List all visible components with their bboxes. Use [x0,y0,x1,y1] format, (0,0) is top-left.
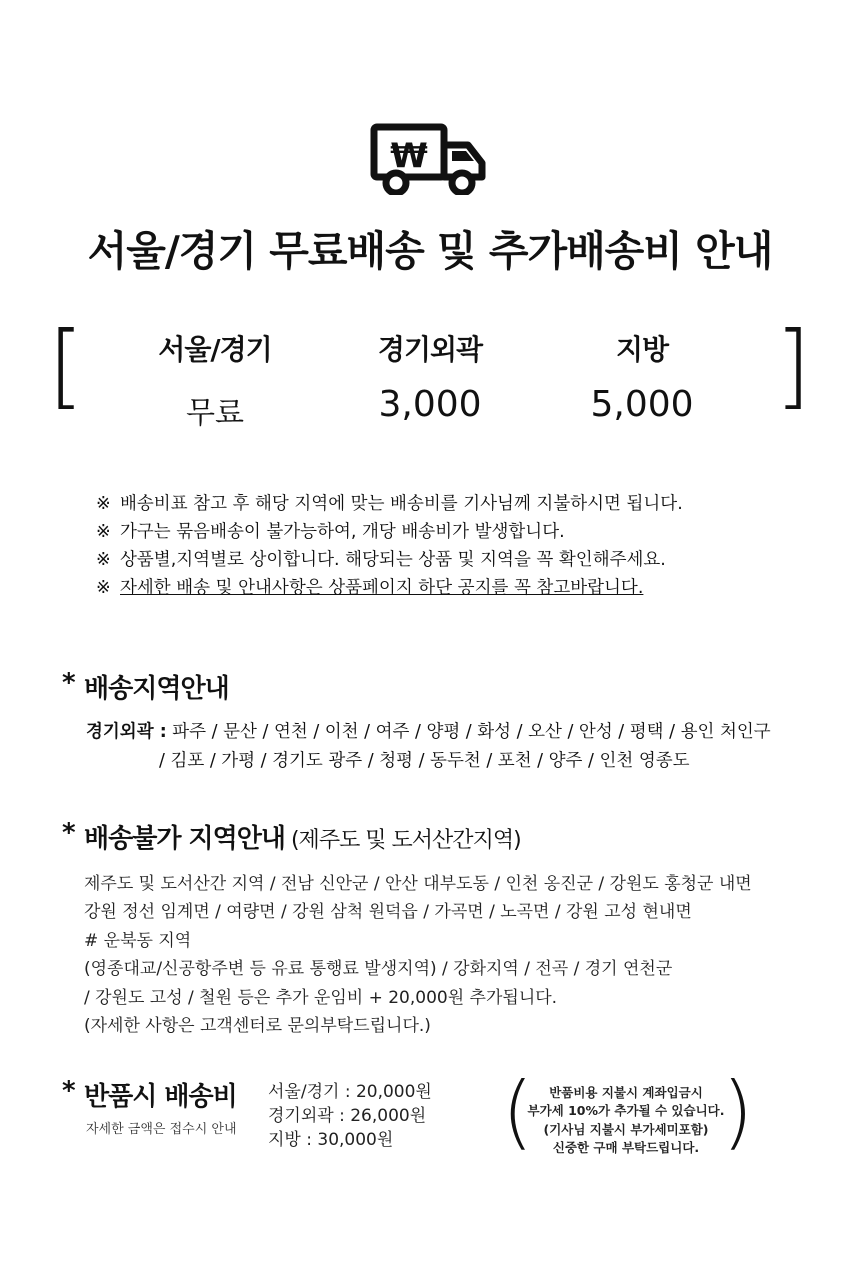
delivery-area-label: 경기외곽 : [86,722,167,742]
caution-line: (기사님 지불시 부가세미포함) [543,1121,709,1137]
delivery-area-line [86,718,771,747]
return-fee-note: 자세한 금액은 접수시 안내 [86,1122,237,1137]
section-title-text: 배송불가 지역안내 [84,824,285,854]
section-title-text: 배송지역안내 [84,674,229,704]
delivery-area-line: / 김포 / 가평 / 경기도 광주 / 청평 / 동두천 / 포천 / 양주 / 인천 영종도 [159,751,690,771]
reference-mark-icon: ※ [96,522,111,542]
parenthesis-right: ) [722,1065,754,1158]
page-title: 서울/경기 무료배송 및 추가배송비 안내 [87,227,773,275]
bracket-right: ] [775,312,811,419]
reference-mark-icon: ※ [96,550,111,570]
no-delivery-line: # 운북동 지역 [84,930,192,951]
zone-fee: 3,000 [378,384,482,425]
return-fee-item: 서울/경기 : 20,000원 [268,1082,432,1102]
zone-name: 지방 [615,333,669,366]
no-delivery-line: 강원 정선 임계면 / 여량면 / 강원 삼척 원덕읍 / 가곡면 / 노곡면 / 강원 고성 현내면 [84,902,692,923]
delivery-area-body [86,718,771,776]
zone-name: 경기외곽 [377,333,483,366]
notice-item [96,546,683,574]
return-fee-item: 경기외곽 : 26,000원 [268,1106,427,1126]
asterisk-icon: * [62,668,75,698]
notice-item [96,518,683,546]
delivery-truck-won-icon [370,123,488,195]
caution-line: 신중한 구매 부탁드립니다. [552,1139,700,1155]
no-delivery-line: (영종대교/신공항주변 등 유료 통행료 발생지역) / 강화지역 / 전곡 / 경기 연천군 [84,959,673,980]
asterisk-icon: * [62,818,75,848]
return-fee-item: 지방 : 30,000원 [268,1130,394,1150]
no-delivery-line: (자세한 사항은 고객센터로 문의부탁드립니다.) [84,1016,431,1037]
no-delivery-body [84,870,752,1040]
zone-province [532,328,752,425]
delivery-area-list: 파주 / 문산 / 연천 / 이천 / 여주 / 양평 / 화성 / 오산 / 안성 / 평택 / 용인 처인구 [166,722,771,742]
notice-text: 상품별,지역별로 상이합니다. 해당되는 상품 및 지역을 꼭 확인해주세요. [120,550,666,570]
notice-text: 자세한 배송 및 안내사항은 상품페이지 하단 공지를 꼭 참고바랍니다. [120,578,644,598]
section-title-no-delivery [62,818,521,855]
zone-fee: 5,000 [590,384,694,425]
section-subtitle: (제주도 및 도서산간지역) [284,828,521,853]
caution-line: 부가세 10%가 추가될 수 있습니다. [527,1103,725,1119]
zone-seoul-gyeonggi [105,328,325,432]
reference-mark-icon: ※ [96,494,111,514]
notice-item [96,490,683,518]
bracket-left: [ [48,312,84,419]
section-title-text: 반품시 배송비 [84,1082,237,1112]
asterisk-icon: * [62,1076,75,1106]
zone-gyeonggi-outskirts [320,328,540,425]
parenthesis-left: ( [502,1065,534,1158]
notice-list [96,490,683,602]
zone-fee: 무료 [186,396,244,431]
reference-mark-icon: ※ [96,578,111,598]
section-title-return-fee [62,1076,237,1113]
return-fee-caution [520,1084,732,1157]
svg-text:₩: ₩ [390,136,428,176]
notice-item [96,574,683,602]
return-fee-list [268,1080,432,1152]
no-delivery-line: / 강원도 고성 / 철원 등은 추가 운임비 + 20,000원 추가됩니다. [84,987,558,1008]
caution-line: 반품비용 지불시 계좌입금시 [549,1085,703,1100]
no-delivery-line: 제주도 및 도서산간 지역 / 전남 신안군 / 안산 대부도동 / 인천 옹진군 / 강원도 홍청군 내면 [84,874,752,894]
zone-name: 서울/경기 [158,333,272,366]
notice-text: 배송비표 참고 후 해당 지역에 맞는 배송비를 기사님께 지불하시면 됩니다. [120,494,683,514]
notice-text: 가구는 묶음배송이 불가능하여, 개당 배송비가 발생합니다. [120,522,565,542]
section-title-delivery-area [62,668,229,705]
